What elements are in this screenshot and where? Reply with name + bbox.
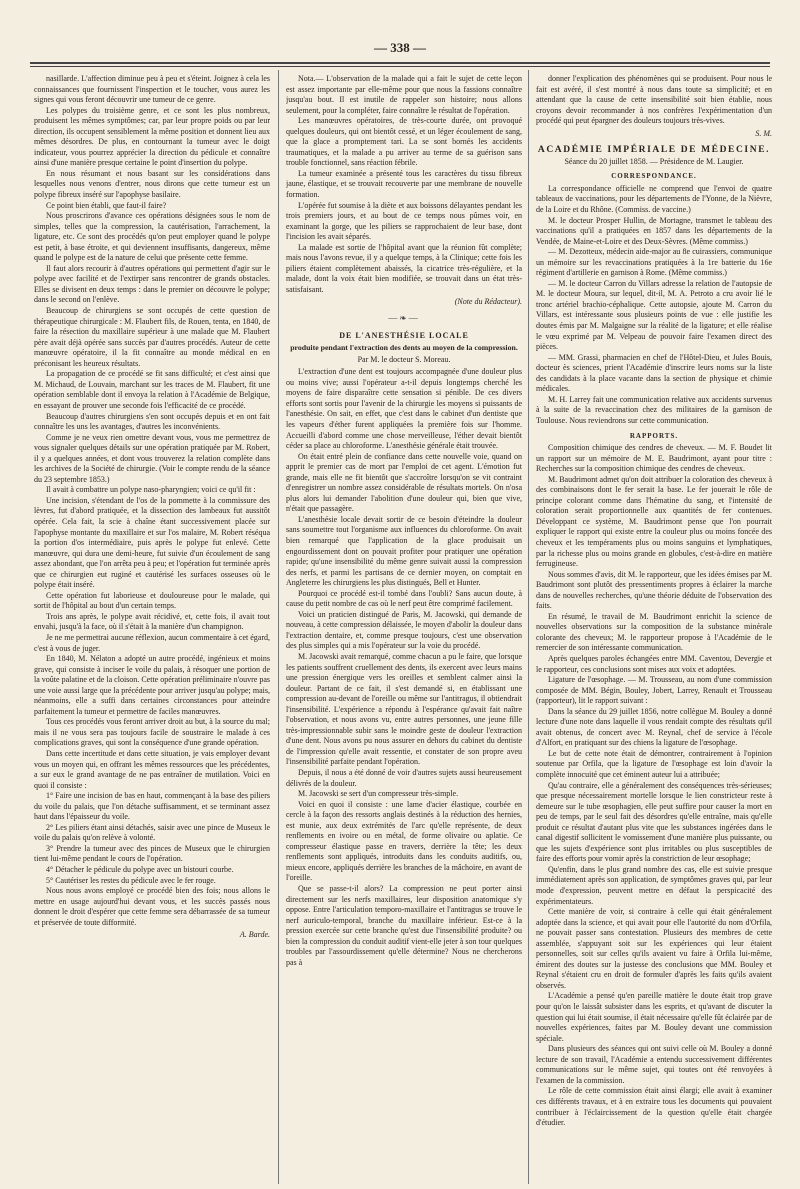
paragraph: En nous résumant et nous basant sur les considérations dans lesquelles nous venons d'entrer, nous dirons que cette tumeur est un polype fibreux inséré sur l'apophyse basilaire.: [34, 168, 270, 200]
column-divider: [528, 70, 529, 1184]
paragraph: M. Baudrimont admet qu'on doit attribuer la coloration des cheveux à des combinaisons dont le fer serait la base. Le fer jouerait le rôle de principe colorant comme dans l'hématine du sang, et l'intensité de coloration serait proportionnelle aux quantités de fer contenues. Développant ce système, M. Baudrimont pense que l'on pourrait expliquer le rapport qui existe entre la couleur plus ou moins foncée des cheveux et les tempéraments plus ou moins sanguins et lymphatiques, par la richesse plus ou moins grande en globules, c'est-à-dire en matière ferrugineuse.: [536, 474, 772, 569]
paragraph: — M. Dezotteux, médecin aide-major au 8e cuirassiers, communique un mémoire sur les revaccinations pratiquées à la 1re batterie du 16e régiment d'artillerie en garnison à Rome. (Même commiss.): [536, 247, 772, 278]
correspondence-text: [536, 184, 772, 427]
paragraph: donner l'explication des phénomènes qui se produisent. Pour nous le fait est avéré, il s'est montré à nous dans toute sa simplicité; et en attendant que la cause de cette insensibilité soit bien établie, nous croyons devoir recommander à nos confrères l'expérimentation d'un procédé qui peut épargner des douleurs toujours très-vives.: [536, 74, 772, 126]
paragraph: M. le docteur Prosper Hullin, de Mortagne, transmet le tableau des vaccinations qu'il a pratiquées en 1857 dans les départements de la Vendée, de Maine-et-Loire et des Deux-Sèvres. (Même commiss.): [536, 215, 772, 246]
paragraph: Le rôle de cette commission était ainsi élargi; elle avait à examiner ces différents travaux, et à en extraire tous les documents qui pouvaient contribuer à l'éclaircissement de la question qu'elle était chargée d'étudier.: [536, 1086, 772, 1128]
paragraph: Pourquoi ce procédé est-il tombé dans l'oubli? Sans aucun doute, à cause du petit nombre de cas où le nerf peut être comprimé facilement.: [286, 588, 522, 609]
article-text-continued: [536, 74, 772, 127]
header-rule-thin: [30, 66, 770, 67]
page-header: [30, 40, 770, 58]
paragraph: Cette manière de voir, si contraire à celle qui était généralement adoptée dans la science, et qui avait pour elle l'autorité du nom d'Orfila, ne pouvait passer sans contestation. Plusieurs des membres de cette assemblée, s'appuyant soit sur les expériences qui leur étaient personnelles, soit sur celles qu'ils avaient vu faire à Orfila lui-même, émirent des doutes sur la justesse des conclusions que MM. Bouley et Reynal s'étaient cru en droit de formuler d'après les faits qu'ils avaient observés.: [536, 907, 772, 990]
paragraph: Voici en quoi il consiste : une lame d'acier élastique, courbée en cercle à la façon des ressorts anglais destinés à la réduction des hernies, est munie, aux deux extrémités de l'arc qu'elle représente, de deux renflements en ivoire ou en métal, de forme olivaire ou aplatie. Ce compresseur élastique passe en travers, derrière la tête; les deux renflements sont appliqués, introduits dans les conduits auditifs, ou, mieux encore, appliqués derrière les branches de la mâchoire, en avant de l'oreille.: [286, 799, 522, 883]
article-text: [286, 367, 522, 968]
article-subtitle: produite pendant l'extraction des dents au moyen de la compression.: [290, 343, 518, 353]
paragraph: Que se passe-t-il alors? La compression ne peut porter ainsi directement sur les nerfs maxillaires, leur disposition anatomique s'y oppose. Entre l'articulation temporo-maxillaire et l'antitragus se trouve le nerf auriculo-temporal, branche du maxillaire inférieur. Est-ce à la pression exercée sur cette branche qu'est due l'insensibilité produite? ou bien la compression du conduit auditif vient-elle jeter à son tour quelques troubles par l'assourdissement qu'elle détermine? Nous ne chercherons pas à: [286, 884, 522, 967]
paragraph: L'anesthésie locale devait sortir de ce besoin d'éteindre la douleur sans soumettre tout l'organisme aux influences du chloroforme. On avait bien remarqué que l'application de la glace produisait un engourdissement dont on pouvait profiter pour pratiquer une opération rapide; qu'une insensibilité du même genre suivait aussi la compression des nerfs, et parmi les partisans de ce dernier moyen, on comptait en Angleterre les chirurgiens les plus distingués, Bell et Hunter.: [286, 514, 522, 588]
paragraph: Cette opération fut laborieuse et douloureuse pour le malade, qui sortit de l'hôpital au bout d'un certain temps.: [34, 590, 270, 611]
paragraph: Je ne me permettrai aucune réflexion, aucun commentaire à cet égard, c'est à vous de juger.: [34, 632, 270, 653]
lecture-text: [34, 74, 270, 928]
paragraph: Nous nous avons employé ce procédé bien des fois; nous allons le mettre en usage aujourd'hui devant vous, et les succès passés nous donnent le droit d'espérer que cette femme sera débarrassée de sa tumeur et préservée de toute difformité.: [34, 886, 270, 927]
paragraph: 1° Faire une incision de bas en haut, commençant à la base des piliers du voile du palais, que l'on détache suffisamment, et se terminant assez haut dans l'épaisseur du voile.: [34, 791, 270, 822]
paragraph: M. Jacowski se sert d'un compresseur très-simple.: [298, 789, 459, 799]
paragraph: Le but de cette note était de démontrer, contrairement à l'opinion soutenue par Orfila, que la ligature de l'œsophage est loin d'avoir la complète innocuité que cet éminent auteur lui a attribuée;: [536, 748, 772, 779]
paragraph: Ce point bien établi, que faut-il faire?: [46, 200, 167, 210]
paragraph: Il avait à combattre un polype naso-pharyngien; voici ce qu'il fit :: [46, 485, 256, 495]
page-number: — 338 —: [374, 40, 426, 55]
column-left: [34, 74, 270, 1182]
paragraph: Après quelques paroles échangées entre MM. Caventou, Devergie et le rapporteur, ces conclusions sont mises aux voix et adoptées.: [536, 653, 772, 674]
paragraph: L'opérée fut soumise à la diète et aux boissons délayantes pendant les trois premiers jours, et au bout de ce temps nous pûmes voir, en examinant la gorge, que les piliers se rapprochaient de leur base, dont l'incision les avait séparés.: [286, 200, 522, 242]
paragraph: 5° Cautériser les restes du pédicule avec le fer rouge.: [46, 875, 216, 885]
author-signature: A. Barde.: [239, 930, 270, 940]
paragraph: Nous sommes d'avis, dit M. le rapporteur, que les idées émises par M. Baudrimont sont plutôt des pressentiments propres à éclairer la marche dans de nouvelles recherches, qu'une théorie déduite de l'observation des faits.: [536, 569, 772, 611]
paragraph: M. Jacowski avait remarqué, comme chacun a pu le faire, que lorsque les patients souffrent cruellement des dents, ils exercent avec leurs mains une pression énergique vers les oreilles et semblent calmer ainsi la douleur. Partant de ce fait, il s'est demandé si, en établissant une compression au-devant de l'oreille ou même sur l'antitragus, il obtiendrait l'insensibilité. L'expérience a répondu à l'espérance qu'avait fait naître l'observation, et nous avons vu, entre autres personnes, une jeune fille très-impressionnable subir sans le moindre geste de douleur l'extraction d'une dent. Nous avons pu nous assurer en dehors du cabinet du dentiste de l'impression qu'elle avait ressentie, et constater de son propre aveu l'insensibilité parfaite pendant l'opération.: [286, 651, 522, 767]
reports-heading: RAPPORTS.: [629, 431, 679, 440]
paragraph: 3° Prendre la tumeur avec des pinces de Museux que le chirurgien tient lui-même pendant le cours de l'opération.: [34, 843, 270, 864]
paragraph: M. H. Larrey fait une communication relative aux accidents survenus à la suite de la revaccination chez des militaires de la garnison de Toulouse. Nous reviendrons sur cette communication.: [536, 394, 772, 425]
paragraph: En résumé, le travail de M. Baudrimont enrichit la science de nouvelles observations sur la composition de la substance minérale colorante des cheveux; M. le rapporteur propose à l'Académie de le remercier de son intéressante communication.: [536, 611, 772, 653]
paragraph: Beaucoup de chirurgiens se sont occupés de cette question de thérapeutique chirurgicale : M. Flaubert fils, de Rouen, tenta, en 1840, de faire la résection du maxillaire supérieur à une malade que M. Flaubert père avait déjà opérée sans succès par d'autres procédés. Auteur de cette manœuvre opératoire, il la fit connaître au monde médical en en préconisant les heureux résultats.: [34, 306, 270, 368]
paragraph: Qu'au contraire, elle a généralement des conséquences très-sérieuses; que presque nécessairement mortelle lorsque le lien constricteur reste à demeure sur le tube œsophagien, elle peut suffire pour causer la mort en peu de temps, par le seul fait des désordres qu'elle entraîne, mais qu'elle produit ce résultat d'autant plus vite que les substances ingérées dans le canal digestif sollicitent le vomissement d'une manière plus puissante, ou que les sujets d'expérience sont plus irritables ou plus susceptibles de faire des efforts pour vomir après la constriction de leur œsophage;: [536, 780, 772, 864]
academy-title: ACADÉMIE IMPÉRIALE DE MÉDECINE.: [537, 145, 771, 156]
paragraph: Comme je ne veux rien omettre devant vous, vous me permettrez de vous signaler quelques détails sur une opération pratiquée par M. Robert, il y a quelques années, et dont vous trouverez la relation complète dans les archives de la Société de chirurgie. (Voir le compte rendu de la séance du 23 septembre 1853.): [34, 432, 270, 484]
paragraph: Voici un praticien distingué de Paris, M. Jacowski, qui demande de nouveau, à cette compression délaissée, le moyen d'abolir la douleur dans l'extraction dentaire, et, comme presque toujours, c'est une observation des plus simples qui a mis l'opérateur sur la voie du procédé.: [286, 609, 522, 651]
paragraph: Tous ces procédés vous feront arriver droit au but, à la source du mal; mais il ne vous sera pas toujours facile de soustraire le malade à ces complications graves, qui sont la conséquence d'une grande opération.: [34, 717, 270, 748]
paragraph: La propagation de ce procédé se fit sans difficulté; et c'est ainsi que M. Michaud, de Louvain, marchant sur les traces de M. Flaubert, fit une opération semblable dont il envoya la relation à l'Académie de Belgique, en essayant de prouver une seconde fois l'efficacité de ce procédé.: [34, 369, 270, 410]
reports-text: [536, 443, 772, 1129]
paragraph: En 1840, M. Nélaton a adopté un autre procédé, ingénieux et moins grave, qui consiste à inciser le voile du palais, à résoquer une portion de la voûte palatine et de la cloison. Cette opération préliminaire n'ouvre pas une voie aussi large que la précédente pour arriver jusqu'au polype; mais, néanmoins, elle a suffi dans certaines circonstances pour atteindre parfaitement la tumeur et permettre de faciles manœuvres.: [34, 654, 270, 716]
paragraph: La malade est sortie de l'hôpital avant que la réunion fût complète; mais nous l'avons revue, il y a quelque temps, à la Clinique; cette fois les piliers étaient complètement abaissés, la cicatrice très-régulière, et la malade, dont la voix était bien modifiée, se trouvait dans un état très-satisfaisant.: [286, 242, 522, 294]
paragraph: Qu'enfin, dans le plus grand nombre des cas, elle est suivie presque immédiatement après son application, de symptômes graves qui, par leur mode d'expression, peuvent mettre en défaut la perspicacité des expérimentateurs.: [536, 864, 772, 906]
paragraph: Les manœuvres opératoires, de très-courte durée, ont provoqué quelques douleurs, qui ont bientôt cessé, et un léger écoulement de sang, que la glace a promptement tari. La se sont bornés les accidents traumatiques, et la malade a pu arriver au terme de sa guérison sans trouble fonctionnel, sans réaction fébrile.: [286, 116, 522, 168]
header-rule: [30, 62, 770, 64]
paragraph: L'Académie a pensé qu'en pareille matière le doute était trop grave pour qu'on le laissât subsister dans les esprits, et qu'avant de discuter la question qui lui était soumise, il était nécessaire qu'elle fût éclairée par de nouvelles expériences, faites par M. Bouley devant une commission spéciale.: [536, 991, 772, 1043]
paragraph: Beaucoup d'autres chirurgiens s'en sont occupés depuis et en ont fait connaître les uns les avantages, d'autres les inconvénients.: [34, 411, 270, 432]
paragraph: La tumeur examinée a présenté tous les caractères du tissu fibreux jaune, élastique, et se trouvait recouverte par une membrane de nouvelle formation.: [286, 168, 522, 200]
paragraph: 4° Détacher le pédicule du polype avec un bistouri courbe.: [46, 865, 234, 875]
editor-signature: (Note du Rédacteur).: [454, 297, 522, 307]
paragraph: — M. le docteur Carron du Villars adresse la relation de l'autopsie de M. le docteur Moura, sur lequel, dit-il, M. A. Petroto a cru avoir lié le tronc artériel brachio-céphalique. Cette autopsie, ajoute M. Carron du Villars, est intéressante sous plusieurs points de vue : elle justifie les doutes émis par M. Malgaigne sur la réalité de la ligature; et elle réalise le vœu exprimé par M. Velpeau de pouvoir faire l'examen direct des pièces.: [536, 278, 772, 352]
paragraph: Dans plusieurs des séances qui ont suivi celle où M. Bouley a donné lecture de son travail, l'Académie a entendu successivement différentes communications sur le même sujet, qui toutes ont été renvoyées à l'examen de la commission.: [536, 1044, 772, 1085]
article-byline: Par M. le docteur S. Moreau.: [357, 354, 451, 364]
paragraph: L'extraction d'une dent est toujours accompagnée d'une douleur plus ou moins vive; aussi l'opérateur a-t-il depuis longtemps cherché les moyens de faire disparaître cette sensation si pénible. De ces divers efforts sont sortis pour l'avenir de la chirurgie les moyens si puissants de l'anesthésie. On sait, en effet, que c'est dans le cabinet d'un dentiste que les vapeurs d'éther furent appliquées la première fois sur l'homme. Accueilli d'abord comme une chose merveilleuse, l'éther devait bientôt céder sa place au chloroforme. L'anesthésie générale était trouvée.: [286, 367, 522, 451]
paragraph: Les polypes du troisième genre, et ce sont les plus nombreux, produisent les mêmes symptômes; car, par leur propre poids ou par leur direction, ils occupent sensiblement la même position et donnent lieu aux mêmes désordres. De plus, en contournant la tumeur avec le doigt indicateur, vous pourrez apprécier la direction du pédicule et connaître ainsi d'une manière presque certaine le point d'insertion du polype.: [34, 105, 270, 168]
section-ornament: —❧—: [388, 313, 420, 324]
paragraph: Il faut alors recourir à d'autres opérations qui permettent d'agir sur le polype avec facilité et de l'extirper sans rencontrer de grands obstacles. Elles se divisent en deux temps : dans le premier on découvre le polype; dans le second on l'enlève.: [34, 263, 270, 305]
paragraph: Depuis, il nous a été donné de voir d'autres sujets aussi heureusement délivrés de la douleur.: [286, 768, 522, 788]
paragraph: Trois ans après, le polype avait récidivé, et, cette fois, il avait tout envahi, jusqu'à la face, où il s'était à la manière d'un champignon.: [34, 611, 270, 632]
column-right: [536, 74, 772, 1182]
paragraph: Dans cette incertitude et dans cette situation, je vais employer devant vous un moyen qui, en offrant les mêmes ressources que les précédentes, a sur eux le grand avantage de ne pas entraîner de mutilation. Voici en quoi il consiste :: [34, 749, 270, 790]
article-title: DE L'ANESTHÉSIE LOCALE: [339, 330, 469, 340]
paragraph: Une incision, s'étendant de l'os de la pommette à la commissure des lèvres, fut d'abord pratiquée, et la dissection des lambeaux fut aussitôt opérée. Cela fait, la scie à chaîne étant successivement placée sur l'apophyse montante du maxillaire et sur l'os malaire, M. Robert réséqua la portion d'os intermédiaire, puis après le polype fut enlevé. Cette manœuvre, qui dura une demi-heure, fut suivie d'un écoulement de sang assez abondant, que l'on arrêta peu à peu; et l'opération fut terminée après que ce chirurgien eut ruginé et cautérisé les surfaces osseuses où le polype était inséré.: [34, 495, 270, 590]
paragraph: Nous proscrirons d'avance ces opérations désignées sous le nom de simples, telles que la compression, la cautérisation, l'arrachement, la ligature, etc. Ce sont des procédés qu'on peut employer quand le polype est petit, à base étroite, et qui deviennent insuffisants, dangereux, même quand le polype est de la nature de celui que présente cette femme.: [34, 211, 270, 263]
paragraph: Ligature de l'œsophage. — M. Trousseau, au nom d'une commission composée de MM. Bégin, Bouley, Jobert, Larrey, Renault et Trousseau (rapporteur), lit le rapport suivant :: [536, 675, 772, 706]
paragraph: 2° Les piliers étant ainsi détachés, saisir avec une pince de Museux le voile du palais qu'on relève à volonté.: [34, 822, 270, 843]
column-divider: [278, 70, 279, 1184]
correspondence-heading: CORRESPONDANCE.: [611, 172, 697, 181]
paragraph: nasillarde. L'affection diminue peu à peu et s'éteint. Joignez à cela les connaissances que fournissent l'inspection et le toucher, vous aurez les signes qui vous feront découvrir une tumeur de ce genre.: [34, 74, 270, 105]
column-middle: [286, 74, 522, 1182]
paragraph: On était entré plein de confiance dans cette nouvelle voie, quand on apprit le premier cas de mort par l'emploi de cet agent. L'émotion fut grande, mais elle ne fit bientôt que s'accroître lorsqu'on se vit contraint d'enregistrer un nombre assez considérable de résultats mortels. On n'osa plus alors lui demander l'abolition d'une douleur qui, bien que vive, n'était que passagère.: [286, 451, 522, 514]
paragraph: Composition chimique des cendres de cheveux. — M. F. Boudet lit un rapport sur un mémoire de M. E. Baudrimont, ayant pour titre : Recherches sur la composition chimique des cendres de cheveux.: [536, 443, 772, 474]
paragraph: Nota.— L'observation de la malade qui a fait le sujet de cette leçon est assez importante par elle-même pour que nous la fassions connaître jusqu'au bout. Il est inutile de rappeler son histoire; nous allons seulement, pour la compléter, faire connaître le résultat de l'opération.: [286, 74, 522, 115]
paragraph: — MM. Grassi, pharmacien en chef de l'Hôtel-Dieu, et Jules Bouis, docteur ès sciences, prient l'Académie d'inscrire leurs noms sur la liste des candidats à la place vacante dans la section de physique et chimie médicales.: [536, 352, 772, 394]
session-line: Séance du 20 juillet 1858. — Présidence de M. Laugier.: [564, 156, 744, 166]
article-signature: S. M.: [755, 128, 772, 138]
paragraph: La correspondance officielle ne comprend que l'envoi de quatre tableaux de vaccinations, pour les départements de l'Yonne, de la Nièvre, de la Loire et du Rhône. (Commiss. de vaccine.): [536, 183, 772, 215]
paragraph: Dans la séance du 29 juillet 1856, notre collègue M. Bouley a donné lecture d'une note dans laquelle il vous rendait compte des résultats qu'il avait obtenus, de concert avec M. Reynal, chef de service à l'école d'Alfort, en pratiquant sur des chiens la ligature de l'œsophage.: [536, 706, 772, 748]
editor-note-text: [286, 74, 522, 295]
